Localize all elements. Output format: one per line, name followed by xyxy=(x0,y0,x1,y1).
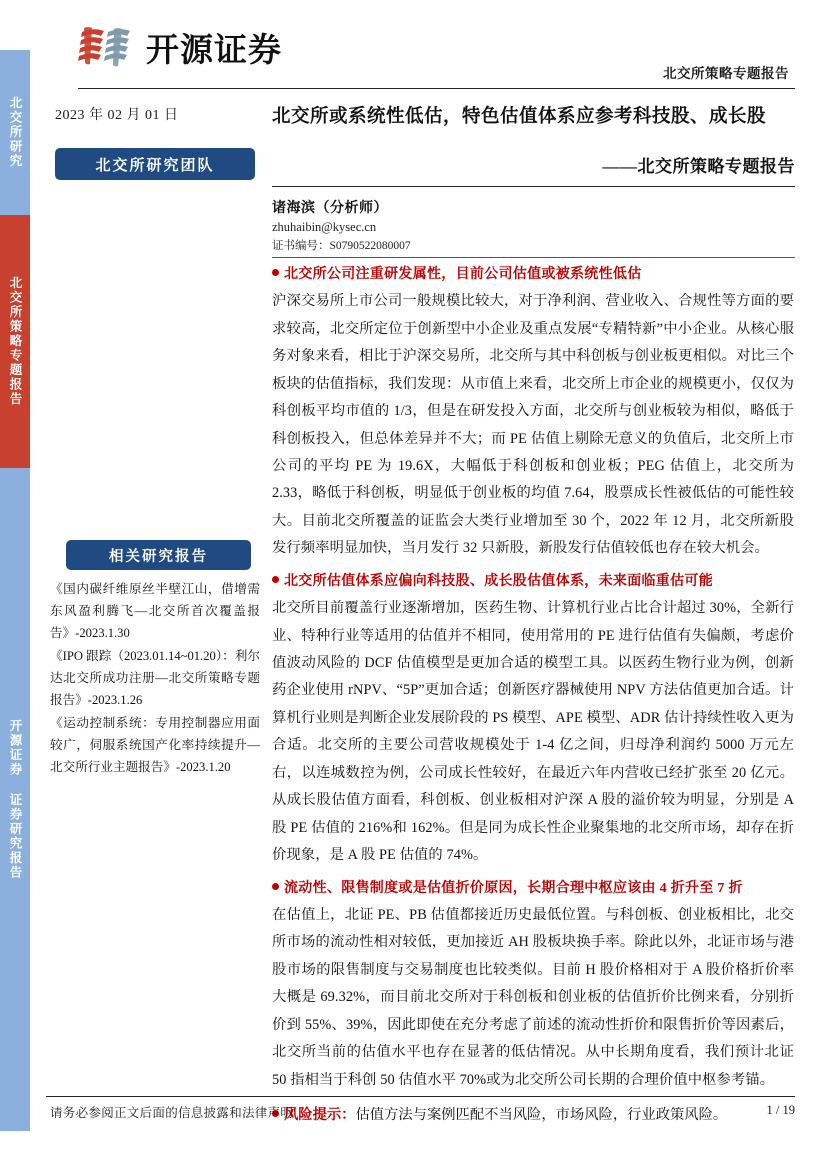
section-body-2: 北交所目前覆盖行业逐渐增加，医药生物、计算机行业占比合计超过 30%，全新行业、特种行业等适用的估值并不相同，使用常用的 PE 进行估值有失偏颇，考虑价值波动风险的 DCF 估值模型是更加合适的模型工具。以医药生物行业为例，创新药企业使用 rNPV、“5P”更加合适；创新医疗器械使用 NPV 方法估值更加合适。计算机行业则是判断企业发展阶段的 PS 模型、APE 模型、ADR 估计持续性收入更为合适。北交所的主要公司营收规模处于 1-4 亿之间，归母净利润约 5000 万元左右，以连城数控为例，公司成长性较好，在最近六年内营收已经扩张至 20 亿元。从成长股估值方面看，科创板、创业板相对沪深 A 股的溢价较为明显，分别是 A 股 PE 估值的 216%和 162%。但是同为成长性企业聚集地的北交所市场，却存在折价现象，是 A 股 PE 估值的 74%。 xyxy=(272,600,794,864)
footer-divider xyxy=(46,1096,795,1097)
header-divider xyxy=(78,88,795,89)
section-heading-1 xyxy=(272,264,794,286)
rail-tab-firm-label: 开源证券 证券研究报告 xyxy=(8,719,22,880)
research-team-badge xyxy=(55,148,255,180)
risk-disclosure xyxy=(272,1102,794,1129)
section-heading-3 xyxy=(272,878,794,900)
section-heading-2 xyxy=(272,571,794,593)
related-reports-list xyxy=(50,578,260,779)
rail-tab-strategy-label: 北交所策略专题报告 xyxy=(8,276,22,407)
related-reports-badge-label: 相关研究报告 xyxy=(109,548,208,565)
rail-tab-research[interactable] xyxy=(0,50,30,215)
bullet-icon xyxy=(272,883,279,890)
section-heading-2-label: 北交所估值体系应偏向科技股、成长股估值体系，未来面临重估可能 xyxy=(284,573,713,589)
header-report-type: 北交所策略专题报告 xyxy=(663,66,789,81)
bullet-icon xyxy=(272,269,279,276)
section-body-3: 在估值上，北证 PE、PB 估值都接近历史最低位置。与科创板、创业板相比，北交所市场的流动性相对较低，更加接近 AH 股板块换手率。除此以外，北证市场与港股市场的限售制度与交易制度也比较类似。目前 H 股价格相对于 A 股价格折价率大概是 69.32%，而目前北交所对于科创板和创业板的估值折价比例来看，分别折价到 55%、39%，因此即使在充分考虑了前述的流动性折价和限售折价等因素后，北交所当前的估值水平也存在显著的低估情况。从中长期角度看，我们预计北证 50 指相当于科创 50 估值水平 70%或为北交所公司长期的合理价值中枢参考锚。 xyxy=(272,906,794,1088)
section-heading-3-label: 流动性、限售制度或是估值折价原因，长期合理中枢应该由 4 折升至 7 折 xyxy=(284,880,743,896)
analyst-cert-number: 证书编号：S0790522080007 xyxy=(272,240,411,252)
analyst-name: 诸海滨（分析师） xyxy=(272,201,388,216)
report-date: 2023 年 02 月 01 日 xyxy=(55,108,179,123)
rail-tab-research-label: 北交所研究 xyxy=(8,96,22,169)
list-item[interactable]: 《运动控制系统：专用控制器应用面较广，伺服系统国产化率持续提升—北交所行业主题报告》-2023.1.20 xyxy=(50,716,260,775)
risk-text: 估值方法与案例匹配不当风险，市场风险，行业政策风险。 xyxy=(355,1106,728,1123)
page-subtitle: ——北交所策略专题报告 xyxy=(602,157,795,176)
section-heading-1-label: 北交所公司注重研发属性，目前公司估值或被系统性低估 xyxy=(284,267,642,282)
risk-label: 风险提示： xyxy=(284,1106,356,1123)
analyst-block xyxy=(272,197,602,253)
kaiyuan-logo-icon xyxy=(78,24,140,70)
brand-name: 开源证券 xyxy=(146,30,282,68)
vertical-tab-rail xyxy=(0,0,30,1169)
rail-tab-firm[interactable] xyxy=(0,468,30,1131)
list-item[interactable]: 《IPO 跟踪（2023.01.14~01.20）：利尔达北交所成功注册—北交所策略专题报告》-2023.1.26 xyxy=(50,649,260,708)
rail-tab-strategy[interactable] xyxy=(0,215,30,468)
list-item[interactable]: 《国内碳纤维原丝半壁江山，借增需东风盈利腾飞—北交所首次覆盖报告》-2023.1.30 xyxy=(50,582,260,641)
page-title: 北交所或系统性低估，特色估值体系应参考科技股、成长股 xyxy=(272,107,767,127)
analyst-email[interactable]: zhuhaibin@kysec.cn xyxy=(272,220,377,234)
section-body-1: 沪深交易所上市公司一般规模比较大，对于净利润、营业收入、合规性等方面的要求较高，北交所定位于创新型中小企业及重点发展“专精特新”中小企业。从核心服务对象来看，相比于沪深交易所，北交所与其中科创板与创业板更相似。对比三个板块的估值指标，我们发现：从市值上来看，北交所上市企业的规模更小，仅仅为科创板平均市值的 1/3，但是在研发投入方面，北交所与创业板较为相似，略低于科创板投入，但总体差异并不大；而 PE 估值上剔除无意义的负值后，北交所上市公司的平均 PE 为 19.6X，大幅低于科创板和创业板；PEG 估值上，北交所为 2.33，略低于科创板，明显低于创业板的均值 7.64，股票成长性被低估的可能性较大。目前北交所覆盖的证监会大类行业增加至 30 个，2022 年 12 月，北交所新股发行频率明显加快，当月发行 32 只新股，新股发行估值较低也存在较大机会。 xyxy=(272,293,794,557)
footer-disclaimer: 请务必参阅正文后面的信息披露和法律声明 xyxy=(50,1106,294,1120)
report-body xyxy=(272,264,794,1143)
related-reports-badge xyxy=(66,540,251,570)
research-team-badge-label: 北交所研究团队 xyxy=(95,157,215,174)
brand-header xyxy=(78,16,328,78)
analyst-divider xyxy=(272,257,795,258)
page-number: 1 / 19 xyxy=(766,1103,795,1117)
bullet-icon xyxy=(272,576,279,583)
title-divider xyxy=(272,186,795,187)
